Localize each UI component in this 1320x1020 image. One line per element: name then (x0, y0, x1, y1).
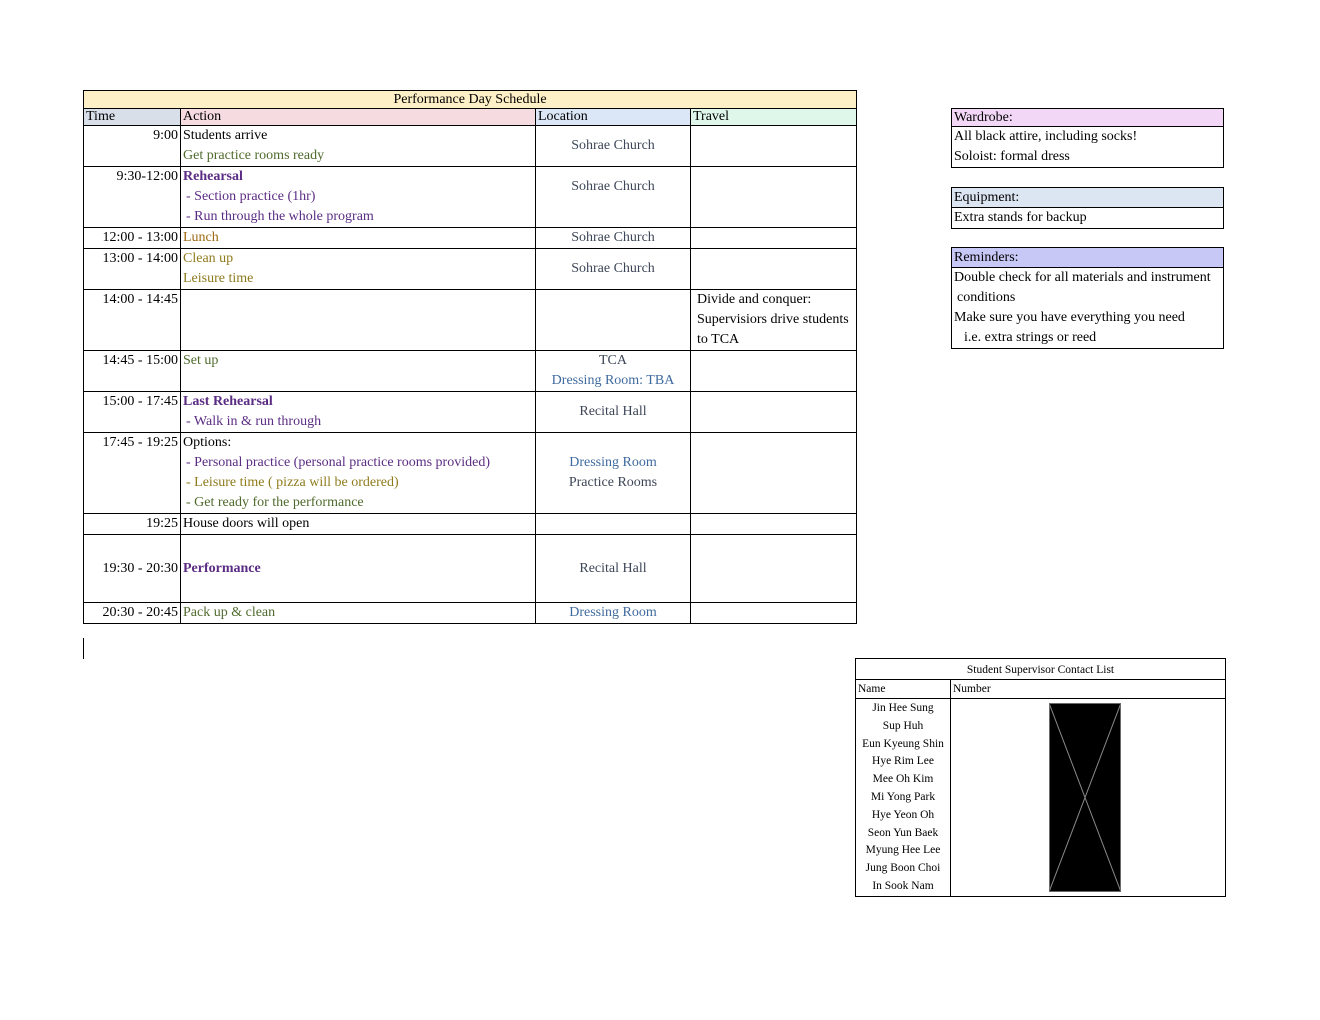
contact-name: Seon Yun Baek (867, 826, 939, 839)
wardrobe-line: All black attire, including socks! (954, 129, 1138, 144)
action-cell (181, 433, 536, 514)
location-cell (536, 514, 691, 535)
action-cell (181, 167, 536, 228)
travel-cell (691, 228, 857, 249)
reminder-line: conditions (957, 290, 1016, 305)
action-cell (181, 290, 536, 351)
contact-list-title: Student Supervisor Contact List (856, 659, 1226, 680)
time-cell: 17:45 - 19:25 (84, 433, 181, 514)
reminders-box (951, 247, 1224, 349)
contact-list-table (855, 658, 1226, 897)
location-cell (536, 290, 691, 351)
location-line: Sohrae Church (571, 261, 655, 276)
contact-name: Myung Hee Lee (865, 844, 941, 857)
location-line: Sohrae Church (571, 138, 655, 153)
header-location: Location (536, 109, 691, 126)
contact-numbers-cell (951, 699, 1226, 897)
action-line: Clean up (183, 251, 234, 266)
action-line: Leisure time (183, 271, 254, 286)
location-cell (536, 249, 691, 290)
action-cell (181, 535, 536, 603)
action-line: - Get ready for the performance (186, 495, 364, 510)
time-cell: 19:30 - 20:30 (84, 535, 181, 603)
travel-cell (691, 167, 857, 228)
location-cell (536, 167, 691, 228)
reminders-title: Reminders: (952, 248, 1224, 268)
action-line: - Personal practice (personal practice rooms provided) (186, 455, 490, 470)
time-cell: 14:45 - 15:00 (84, 351, 181, 392)
reminder-line: Double check for all materials and instrument (954, 270, 1211, 285)
table-row (84, 351, 857, 392)
location-line: Recital Hall (579, 560, 647, 576)
travel-cell (691, 249, 857, 290)
equipment-line: Extra stands for backup (954, 210, 1087, 225)
table-row (84, 433, 857, 514)
action-line: - Walk in & run through (186, 414, 322, 429)
wardrobe-line: Soloist: formal dress (954, 149, 1070, 164)
location-cell (536, 433, 691, 514)
time-cell: 12:00 - 13:00 (84, 228, 181, 249)
location-cell (536, 126, 691, 167)
table-row (84, 249, 857, 290)
action-line: House doors will open (183, 516, 310, 531)
action-line: Lunch (183, 230, 219, 245)
time-cell: 15:00 - 17:45 (84, 392, 181, 433)
contact-name: Hye Yeon Oh (871, 808, 935, 821)
location-line: Recital Hall (579, 404, 647, 419)
travel-cell (691, 603, 857, 624)
travel-cell (691, 290, 857, 351)
equipment-lines (952, 208, 1224, 229)
location-line: Dressing Room (569, 605, 657, 620)
contact-name: Mee Oh Kim (872, 773, 934, 786)
travel-cell (691, 433, 857, 514)
contact-header-name: Name (856, 680, 951, 699)
time-cell: 19:25 (84, 514, 181, 535)
action-line: - Section practice (1hr) (186, 189, 316, 204)
contact-name: Eun Kyeung Shin (862, 737, 944, 750)
action-line: Rehearsal (183, 169, 243, 184)
travel-cell (691, 351, 857, 392)
contact-name: Jin Hee Sung (872, 702, 934, 714)
location-cell (536, 228, 691, 249)
reminder-line: i.e. extra strings or reed (964, 330, 1097, 345)
redacted-numbers-block (1049, 703, 1121, 892)
action-cell (181, 249, 536, 290)
location-line: Sohrae Church (571, 179, 655, 194)
time-cell: 9:30-12:00 (84, 167, 181, 228)
table-row (84, 514, 857, 535)
schedule-table (83, 90, 857, 624)
table-row (84, 167, 857, 228)
travel-cell (691, 514, 857, 535)
header-travel: Travel (691, 109, 857, 126)
action-line: Students arrive (183, 128, 268, 143)
action-line: Get practice rooms ready (183, 148, 325, 163)
travel-cell (691, 535, 857, 603)
text-cursor (83, 638, 84, 659)
table-row (84, 126, 857, 167)
action-line: - Leisure time ( pizza will be ordered) (186, 475, 399, 490)
equipment-title: Equipment: (952, 188, 1224, 208)
time-cell: 9:00 (84, 126, 181, 167)
action-cell (181, 351, 536, 392)
action-line: Last Rehearsal (183, 394, 273, 409)
action-line: Pack up & clean (183, 605, 276, 620)
travel-cell (691, 126, 857, 167)
action-line: Options: (183, 435, 232, 450)
location-line: Sohrae Church (571, 230, 655, 245)
table-row (84, 228, 857, 249)
action-cell (181, 514, 536, 535)
schedule-title: Performance Day Schedule (84, 91, 857, 109)
location-line: TCA (599, 353, 627, 368)
time-cell: 13:00 - 14:00 (84, 249, 181, 290)
action-line: Set up (183, 353, 219, 368)
wardrobe-title: Wardrobe: (952, 109, 1224, 127)
location-cell (536, 392, 691, 433)
travel-line: to TCA (697, 332, 740, 347)
action-cell (181, 603, 536, 624)
reminders-lines (952, 268, 1224, 349)
contact-name: Hye Rim Lee (872, 755, 934, 768)
action-cell (181, 392, 536, 433)
location-line: Practice Rooms (568, 475, 658, 490)
reminder-line: Make sure you have everything you need (954, 310, 1185, 325)
table-row (84, 290, 857, 351)
travel-line: Divide and conquer: (697, 292, 812, 307)
header-time: Time (84, 109, 181, 126)
travel-line: Supervisiors drive students (697, 312, 849, 327)
contact-name: Sup Huh (882, 719, 924, 732)
action-line: - Run through the whole program (186, 209, 374, 224)
action-line: Performance (183, 560, 261, 576)
action-cell (181, 126, 536, 167)
travel-cell (691, 392, 857, 433)
contact-name: In Sook Nam (872, 879, 934, 892)
time-cell: 20:30 - 20:45 (84, 603, 181, 624)
location-line: Dressing Room: TBA (551, 373, 675, 388)
contact-names (856, 699, 951, 897)
wardrobe-lines (952, 127, 1224, 168)
contact-name: Mi Yong Park (870, 790, 936, 803)
location-cell (536, 603, 691, 624)
time-cell: 14:00 - 14:45 (84, 290, 181, 351)
table-row (84, 392, 857, 433)
location-cell (536, 351, 691, 392)
wardrobe-box (951, 108, 1224, 168)
table-row (84, 603, 857, 624)
header-action: Action (181, 109, 536, 126)
location-line: Dressing Room (569, 455, 657, 470)
equipment-box (951, 187, 1224, 229)
table-row (84, 535, 857, 603)
contact-header-number: Number (951, 680, 1226, 699)
action-cell (181, 228, 536, 249)
contact-name: Jung Boon Choi (865, 862, 941, 875)
location-cell (536, 535, 691, 603)
